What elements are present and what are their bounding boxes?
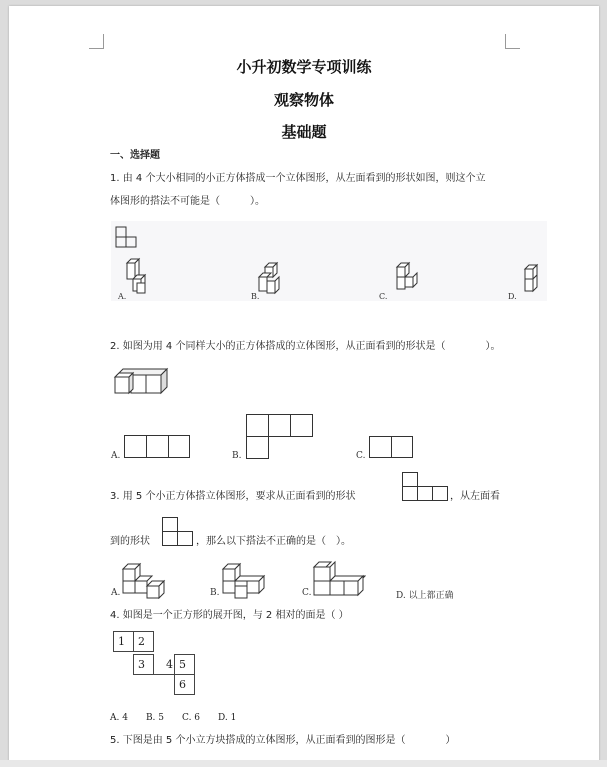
q1-text-line1: 1. 由 4 个大小相同的小正方体搭成一个立体图形，从左面看到的形状如图，则这个立 xyxy=(110,173,486,184)
q2-option-b-label: B. xyxy=(232,451,242,461)
q3-option-c-figure xyxy=(312,559,366,599)
q3-text-line2b: ，那么以下搭法不正确的是（ ）。 xyxy=(196,536,351,547)
q1-left-view-and-options-figure xyxy=(111,221,547,301)
q3-option-d-label: D. 以上都正确 xyxy=(396,591,454,601)
document-level: 基础题 xyxy=(281,123,327,141)
q3-front-view-figure xyxy=(402,472,450,502)
net-face-1: 1 xyxy=(113,631,134,652)
document-subtitle: 观察物体 xyxy=(273,91,334,109)
net-edge xyxy=(133,674,175,675)
q2-option-a-figure xyxy=(124,435,190,458)
q2-option-c-label: C. xyxy=(356,451,366,461)
q3-option-b-label: B. xyxy=(210,588,220,598)
crop-mark-top-left xyxy=(89,34,104,49)
document-page xyxy=(9,6,599,767)
q1-option-c-label: C. xyxy=(379,292,388,301)
q4-text: 4. 如图是一个正方形的展开图，与 2 相对的面是（ ） xyxy=(110,610,349,621)
document-title: 小升初数学专项训练 xyxy=(236,58,372,76)
q2-option-c-figure xyxy=(369,436,413,458)
q2-text: 2. 如图为用 4 个同样大小的正方体搭成的立体图形，从正面看到的形状是（ ）。 xyxy=(110,341,501,352)
net-face-6: 6 xyxy=(174,674,195,695)
q3-option-a-figure xyxy=(121,561,171,599)
q1-option-b-label: B. xyxy=(251,292,260,301)
q3-option-c-label: C. xyxy=(302,588,312,598)
net-face-3: 3 xyxy=(133,654,154,675)
q2-solid-figure xyxy=(111,363,175,395)
q3-option-b-figure xyxy=(221,561,271,599)
q1-figure-strip xyxy=(111,221,547,301)
q3-left-view-figure xyxy=(162,517,196,547)
net-face-4: 4 xyxy=(166,658,173,671)
q3-text-line1a: 3. 用 5 个小正方体搭立体图形，要求从正面看到的形状 xyxy=(110,491,356,502)
net-face-2: 2 xyxy=(133,631,154,652)
q4-options: A. 4 B. 5 C. 6 D. 1 xyxy=(110,713,237,723)
q3-option-a-label: A. xyxy=(111,588,121,598)
q1-text-line2: 体图形的搭法不可能是（ ）。 xyxy=(110,196,265,207)
q1-option-d-label: D. xyxy=(508,292,517,301)
q2-option-a-label: A. xyxy=(111,451,121,461)
window-bottom-edge xyxy=(0,760,607,767)
q5-text: 5. 下图是由 5 个小立方块搭成的立体图形，从正面看到的图形是（ ） xyxy=(110,735,456,746)
crop-mark-top-right xyxy=(505,34,520,49)
q1-option-a-label: A. xyxy=(118,292,127,301)
q4-cube-net xyxy=(113,631,203,711)
net-face-5: 5 xyxy=(174,654,195,675)
q2-option-b-figure xyxy=(246,414,314,460)
q3-text-line1b: ，从左面看 xyxy=(450,491,500,502)
q3-text-line2a: 到的形状 xyxy=(110,536,150,547)
section-heading: 一、选择题 xyxy=(110,150,160,161)
